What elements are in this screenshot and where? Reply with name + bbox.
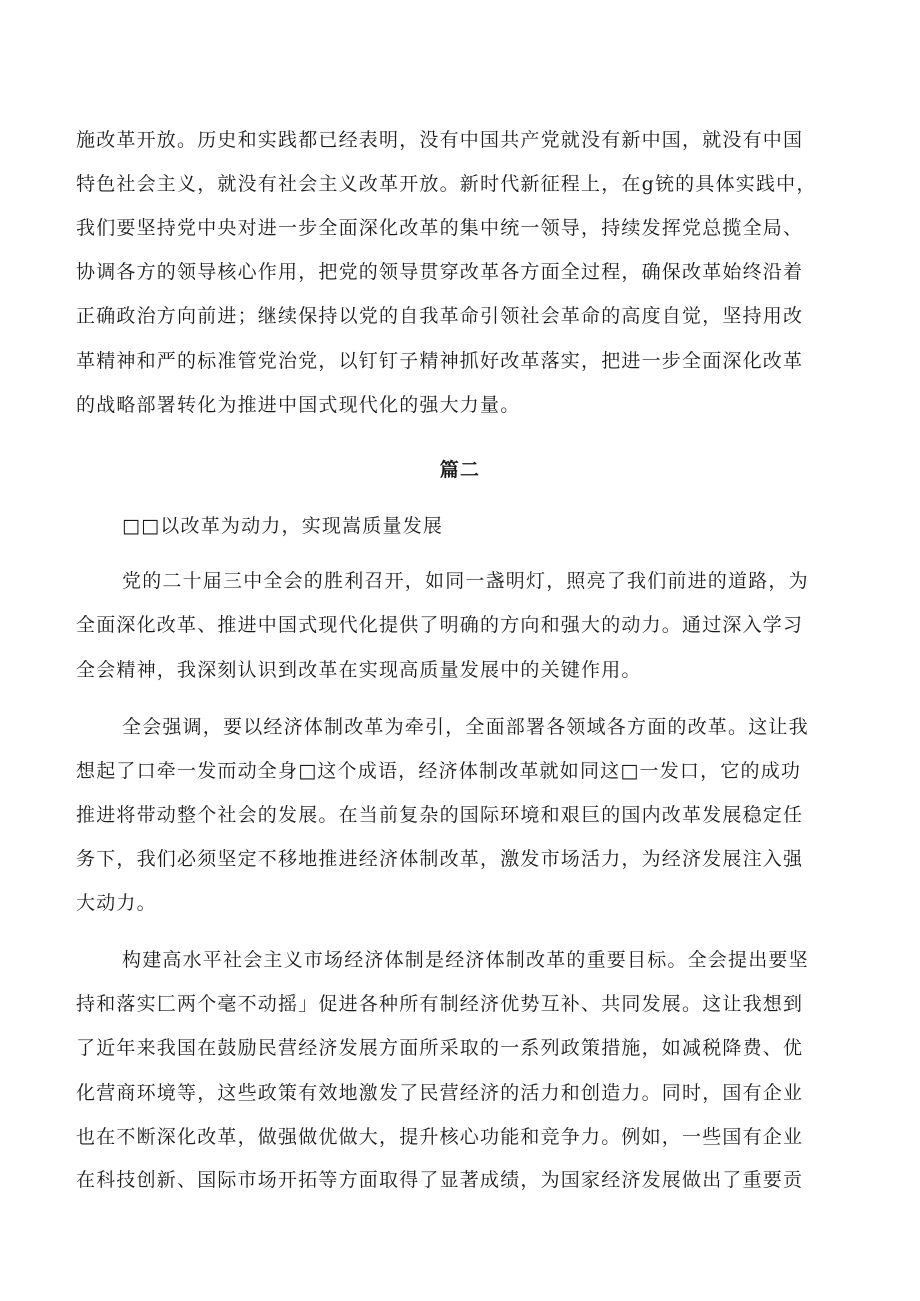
paragraph-4-line-1: 构建高水平社会主义市场经济体制是经济体制改革的重要目标。全会提出要坚 <box>122 949 809 971</box>
paragraph-1-line-2: 特色社会主义，就没有社会主义改革开放。新时代新征程上，在g铳的具体实践中， <box>76 173 817 195</box>
paragraph-2-line-1: 党的二十届三中全会的胜利召开，如同一盏明灯，照亮了我们前进的道路，为 <box>122 570 809 592</box>
paragraph-3-line-3: 推进将带动整个社会的发展。在当前复杂的国际环境和艰巨的国内改革发展稳定任 <box>76 804 804 826</box>
paragraph-1-line-4: 协调各方的领导核心作用，把党的领导贯穿改革各方面全过程，确保改革始终沿着 <box>76 261 804 283</box>
paragraph-1-line-5: 正确政治方向前进；继续保持以党的自我革命引领社会革命的高度自觉，坚持用改 <box>76 305 804 327</box>
paragraph-3-line-4: 务下，我们必须坚定不移地推进经济体制改革，激发市场活力，为经济发展注入强 <box>76 848 804 870</box>
paragraph-1-line-7: 的战略部署转化为推进中国式现代化的强大力量。 <box>76 394 521 416</box>
paragraph-4-line-2: 持和落实匚两个毫不动摇」促进各种所有制经济优势互补、共同发展。这让我想到 <box>76 993 804 1015</box>
paragraph-1-line-3: 我们要坚持党中央对进一步全面深化改革的集中统一领导，持续发挥党总揽全局、 <box>76 217 804 239</box>
paragraph-2-line-3: 全会精神，我深刻认识到改革在实现高质量发展中的关键作用。 <box>76 659 642 681</box>
paragraph-4-line-6: 在科技创新、国际市场开拓等方面取得了显著成绩，为国家经济发展做出了重要贡 <box>76 1169 804 1191</box>
paragraph-3-line-2: 想起了口牵一发而动全身□这个成语，经济体制改革就如同这□一发口，它的成功 <box>76 760 802 782</box>
paragraph-2-line-2: 全面深化改革、推进中国式现代化提供了明确的方向和强大的动力。通过深入学习 <box>76 614 804 636</box>
section-title: 篇二 <box>439 459 481 481</box>
paragraph-4-line-5: 也在不断深化改革，做强做优做大，提升核心功能和竞争力。例如，一些国有企业 <box>76 1126 804 1148</box>
paragraph-3-line-5: 大动力。 <box>76 892 157 914</box>
paragraph-3-line-1: 全会强调，要以经济体制改革为牵引，全面部署各领域各方面的改革。这让我 <box>122 716 809 738</box>
paragraph-4-line-3: 了近年来我国在鼓励民营经济发展方面所采取的一系列政策措施，如减税降费、优 <box>76 1037 804 1059</box>
section-subtitle: □□以改革为动力，实现嵩质量发展 <box>122 515 444 537</box>
paragraph-4-line-4: 化营商环境等，这些政策有效地激发了民营经济的活力和创造力。同时，国有企业 <box>76 1082 804 1104</box>
paragraph-1-line-1: 施改革开放。历史和实践都已经表明，没有中国共产党就没有新中国，就没有中国 <box>76 129 804 151</box>
paragraph-1-line-6: 革精神和严的标准管党治党，以钉钉子精神抓好改革落实，把进一步全面深化改革 <box>76 350 804 372</box>
